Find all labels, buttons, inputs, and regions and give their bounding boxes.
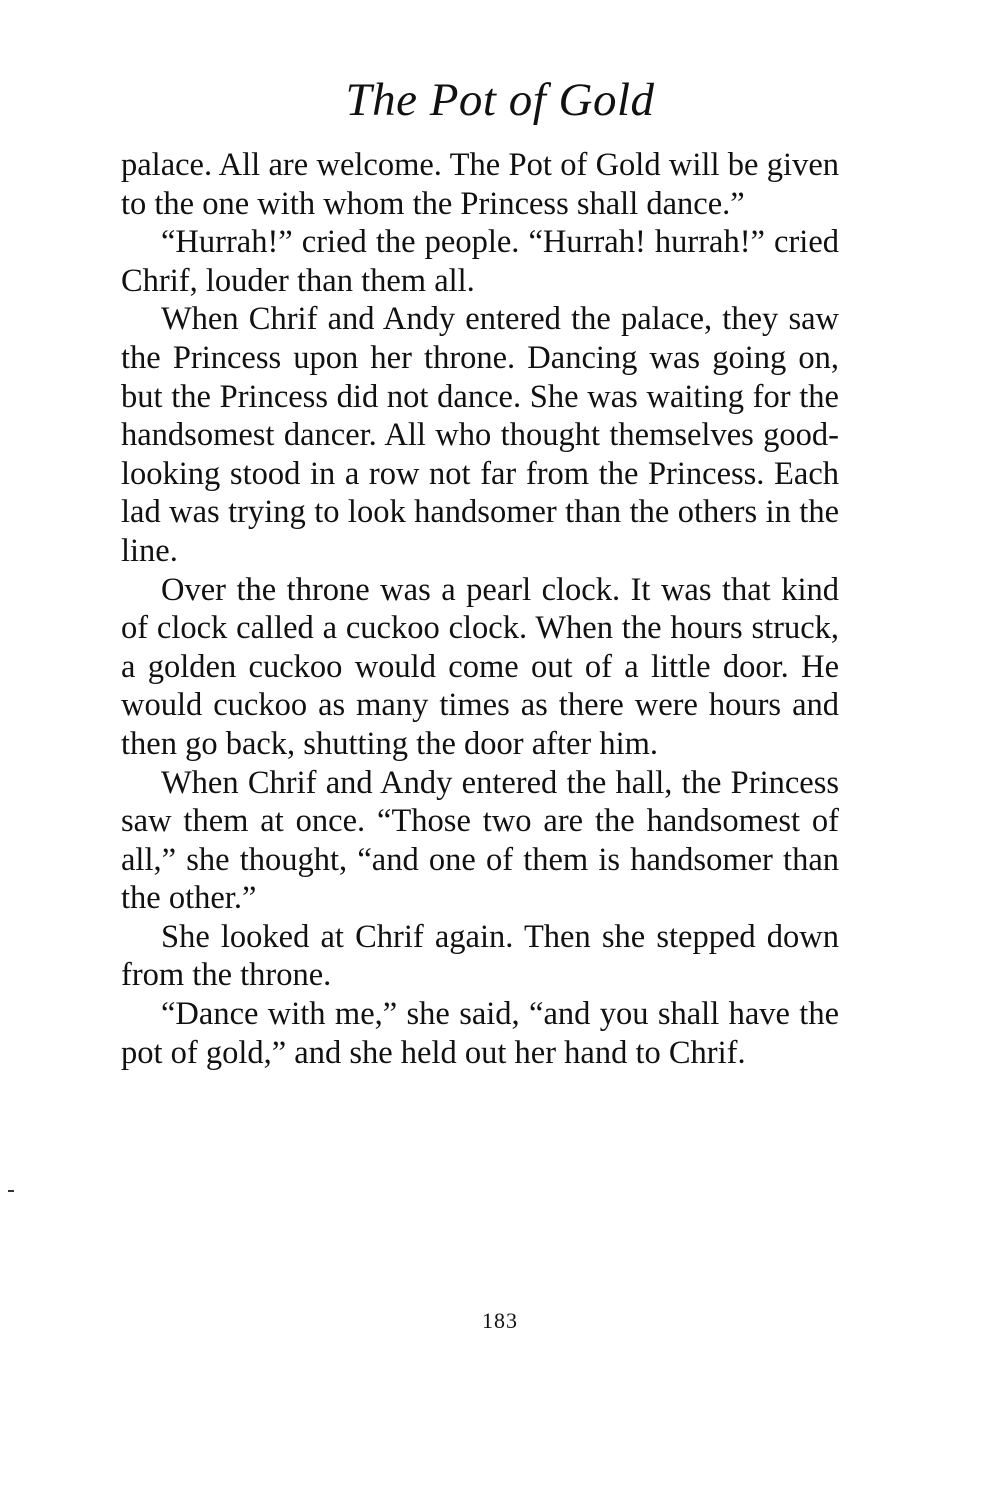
paragraph-3: When Chrif and Andy entered the palace, they saw the Princess upon her throne. Dancing was going on, but the Princess did not dance. She was waiting for the handsomest dancer. All who thought themselves good-looking stood in a row not far from the Princess. Each lad was trying to look handsomer than the others in the line. (121, 301, 839, 569)
running-head: The Pot of Gold (345, 74, 655, 126)
paragraph-1: palace. All are welcome. The Pot of Gold will be given to the one with whom the Princess shall dance.” (121, 147, 839, 222)
paragraph-2: “Hurrah!” cried the people. “Hurrah! hurrah!” cried Chrif, louder than them all. (121, 224, 839, 299)
paragraph-5: When Chrif and Andy entered the hall, the Princess saw them at once. “Those two are the handsomest of all,” she thought, “and one of them is handsomer than the other.” (121, 764, 839, 917)
paragraph-7: “Dance with me,” she said, “and you shall have the pot of gold,” and she held out her hand to Chrif. (121, 996, 839, 1071)
page-number: 183 (482, 1308, 518, 1333)
paragraph-4: Over the throne was a pearl clock. It was that kind of clock called a cuckoo clock. When the hours struck, a golden cuckoo would come out of a little door. He would cuckoo as many times as there were hours and then go back, shutting the door after him. (121, 571, 839, 762)
margin-mark (8, 1190, 14, 1192)
paragraph-6: She looked at Chrif again. Then she stepped down from the throne. (121, 918, 839, 994)
body-text (121, 146, 839, 1072)
